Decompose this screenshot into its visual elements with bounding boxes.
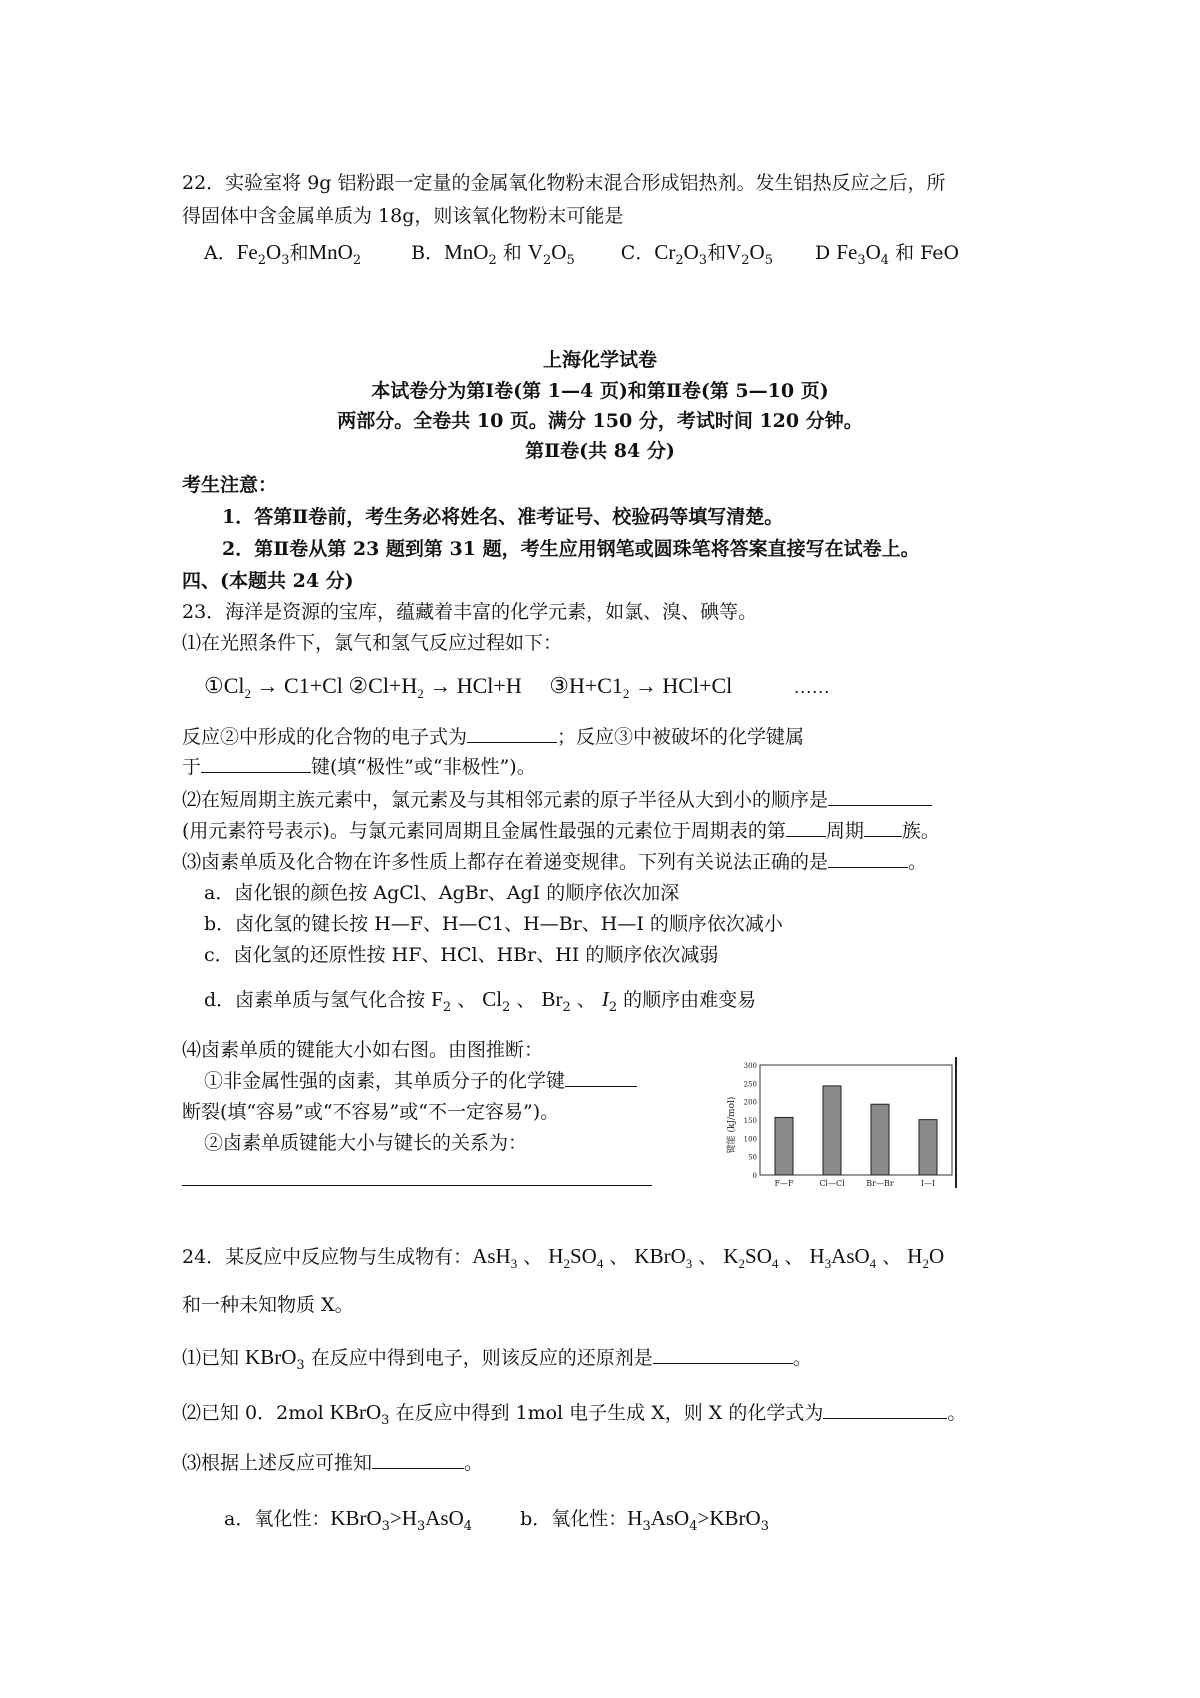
q24-part3: ⑶根据上述反应可推知 。 [182, 1452, 484, 1474]
exam-header-line3: 第Ⅱ卷(共 84 分) [525, 440, 675, 462]
bar-1 [775, 1117, 793, 1175]
y-tick-label: 100 [743, 1135, 757, 1144]
species-formula: AsH$_3$ [472, 1244, 518, 1271]
answer-blank[interactable] [786, 835, 826, 837]
q23-reactions [204, 673, 830, 699]
q23-part3: ⑶卤素单质及化合物在许多性质上都存在着递变规律。下列有关说法正确的是 。 [182, 851, 928, 873]
answer-blank[interactable] [565, 1085, 637, 1087]
species-formula: $H_2SO_4$ [548, 1244, 604, 1271]
x-category-label: I—I [920, 1179, 936, 1188]
species-formula: KBrO$_3$ [634, 1244, 693, 1271]
x-category-label: Cl—Cl [819, 1179, 845, 1188]
q23-option-d[interactable]: d．卤素单质与氢气化合按 $F_2$ 、 $Cl_2$ 、 $Br_2$ 、 $I_2$ 的顺序由难变易 [204, 987, 757, 1015]
reaction-3: $③H+C1_2 \to HCl+Cl$ [549, 673, 733, 701]
q23-part1-question: 反应②中形成的化合物的电子式为 ；反应③中被破坏的化学键属 [182, 726, 805, 748]
q24-part2: ⑵已知 0．2mol KBrO$_3$ 在反应中得到 1mol 电子生成 X，则 X 的化学式为 。 [182, 1400, 967, 1428]
answer-blank[interactable] [467, 741, 557, 743]
x-category-label: F—F [774, 1179, 794, 1188]
x-category-label: Br—Br [866, 1179, 894, 1188]
q23-option-b[interactable]: b．卤化氢的键长按 H—F、H—C1、H—Br、H—I 的顺序依次减小 [204, 913, 783, 935]
q22-option-d[interactable]: D $Fe_3O_4$ 和 FeO [815, 240, 960, 268]
q24-part1: ⑴已知 KBrO$_3$ 在反应中得到电子，则该反应的还原剂是 。 [182, 1345, 812, 1373]
answer-blank[interactable] [182, 1184, 652, 1186]
answer-blank[interactable] [864, 835, 902, 837]
q22-stem-line2: 得固体中含金属单质为 18g，则该氧化物粉末可能是 [182, 205, 624, 227]
y-tick-label: 300 [743, 1062, 757, 1070]
answer-blank[interactable] [201, 771, 311, 773]
answer-blank[interactable] [372, 1467, 464, 1469]
q22-option-b[interactable]: B．MnO$_2$ 和 $V_2O_5$ [411, 240, 575, 268]
q24-option-b[interactable]: b．氧化性：$H_3AsO_4>KBrO_3$ [520, 1506, 769, 1534]
reaction-dots: …… [793, 677, 830, 697]
notice-title: 考生注意： [182, 474, 278, 496]
q23-part2: ⑵在短周期主族元素中，氯元素及与其相邻元素的原子半径从大到小的顺序是 [182, 785, 932, 812]
q23-part4-1-cont: 断裂(填“容易”或“不容易”或“不一定容易”)。 [182, 1101, 560, 1123]
q24-stem-cont: 和一种未知物质 X。 [182, 1294, 354, 1316]
y-tick-label: 150 [743, 1117, 757, 1125]
q23-stem: 23．海洋是资源的宝库，蕴藏着丰富的化学元素，如氯、溴、碘等。 [182, 601, 758, 623]
chart-y-axis-label: 键能 (kJ/mol) [727, 1096, 737, 1154]
q23-part4: ⑷卤素单质的键能大小如右图。由图推断： [182, 1039, 544, 1061]
q24-stem: 24．某反应中反应物与生成物有：AsH$_3$ 、 $H_2SO_4$ 、 KBrO$_3$ 、 $K_2SO_4$ 、 $H_3AsO_4$ 、 $H_2O$ [182, 1244, 945, 1271]
answer-blank[interactable] [823, 1417, 947, 1419]
q22-option-c[interactable]: C．$Cr_2O_3$和$V_2O_5$ [620, 240, 773, 268]
bar-3 [871, 1104, 889, 1175]
bar-4 [919, 1120, 937, 1175]
reaction-2: $②Cl+H_2 \to HCl+H$ [348, 673, 522, 701]
exam-header-line2: 两部分。全卷共 10 页。满分 150 分，考试时间 120 分钟。 [337, 410, 863, 432]
notice-item-2: 2．第Ⅱ卷从第 23 题到第 31 题，考生应用钢笔或圆珠笔将答案直接写在试卷上。 [222, 538, 920, 560]
y-tick-label: 250 [743, 1080, 757, 1089]
section-heading: 四、(本题共 24 分) [182, 570, 354, 592]
notice-item-1: 1．答第Ⅱ卷前，考生务必将姓名、准考证号、校验码等填写清楚。 [222, 506, 784, 528]
exam-header-line1: 本试卷分为第Ⅰ卷(第 1—4 页)和第Ⅱ卷(第 5—10 页) [371, 380, 829, 402]
q23-part4-1: ①非金属性强的卤素，其单质分子的化学键 [204, 1066, 637, 1093]
q22-stem-line1: 22．实验室将 9g 铝粉跟一定量的金属氧化物粉末混合形成铝热剂。发生铝热反应之后，所 [182, 172, 946, 194]
bar-2 [823, 1086, 841, 1175]
y-tick-label: 50 [748, 1153, 757, 1162]
q24-option-a[interactable]: a．氧化性：$KBrO_3>H_3AsO_4$ [224, 1506, 473, 1534]
bond-energy-chart [720, 1055, 960, 1190]
species-formula: $H_2O$ [907, 1244, 945, 1271]
q23-part2-cont: (用元素符号表示)。与氯元素同周期且金属性最强的元素位于周期表的第 周期 族。 [182, 820, 940, 842]
y-tick-label: 0 [752, 1172, 757, 1180]
q24-options [224, 1504, 769, 1534]
q23-option-a[interactable]: a．卤化银的颜色按 AgCl、AgBr、AgI 的顺序依次加深 [204, 882, 680, 904]
answer-blank[interactable] [828, 804, 932, 806]
answer-blank[interactable] [653, 1362, 793, 1364]
q23-part1: ⑴在光照条件下，氯气和氢气反应过程如下： [182, 632, 563, 654]
species-formula: $H_3AsO_4$ [809, 1244, 877, 1271]
species-formula: $K_2SO_4$ [723, 1244, 779, 1271]
exam-title: 上海化学试卷 [542, 349, 657, 371]
q24-species-list: AsH$_3$ 、 $H_2SO_4$ 、 KBrO$_3$ 、 $K_2SO_4$ 、 $H_3AsO_4$ 、 $H_2O$ [472, 1244, 945, 1271]
y-tick-label: 200 [743, 1098, 757, 1107]
q22-option-a[interactable]: A．$Fe_2O_3$和MnO$_2$ [204, 240, 362, 268]
q23-option-c[interactable]: c．卤化氢的还原性按 HF、HCl、HBr、HI 的顺序依次减弱 [204, 944, 719, 966]
q22-options [204, 238, 960, 268]
answer-blank[interactable] [828, 866, 908, 868]
q23-part1-question-cont: 于 键(填“极性”或“非极性”)。 [182, 756, 536, 778]
reaction-1: $①Cl_2 \to C1+Cl$ [204, 673, 343, 701]
q23-part4-2: ②卤素单质键能大小与键长的关系为： [204, 1132, 528, 1154]
